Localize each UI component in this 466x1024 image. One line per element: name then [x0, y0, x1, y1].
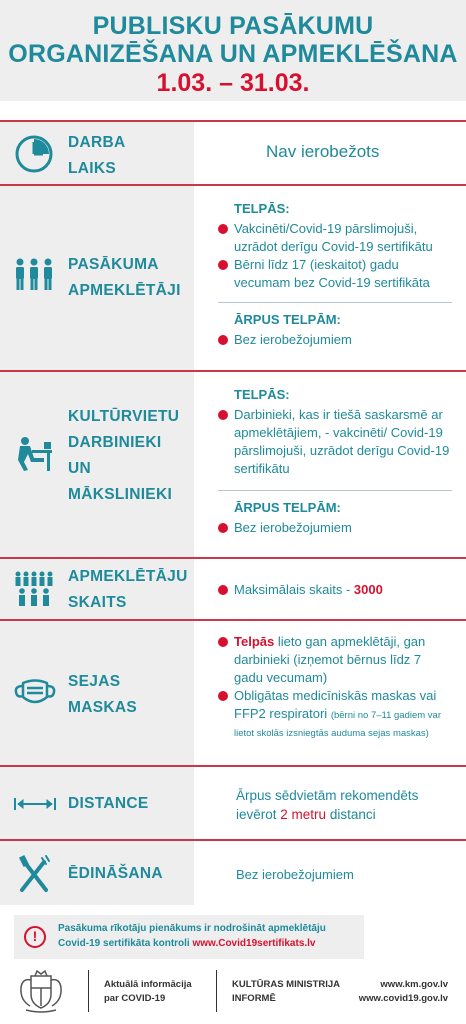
indoor-title: TELPĀS: — [234, 387, 290, 402]
crowd-icon — [14, 571, 54, 612]
list-item: Bērni līdz 17 (ieskaitot) gadu vecumam bez Covid-19 sertifikāta — [218, 256, 452, 292]
distance-arrows-icon — [14, 797, 56, 816]
indoor-title: TELPĀS: — [234, 201, 290, 216]
divider — [218, 302, 452, 303]
row-label: KULTŪRVIETU DARBINIEKI UN MĀKSLINIEKI — [68, 408, 180, 503]
outdoor-title: ĀRPUS TELPĀM: — [234, 312, 341, 327]
page-header — [0, 0, 466, 101]
footer-urls — [359, 978, 448, 1006]
list-item: Telpās lieto gan apmeklētāji, gan darbinieki (izņemot bērnus līdz 7 gadu vecumam) — [218, 633, 452, 687]
footer-url-km[interactable]: www.km.gov.lv — [380, 979, 448, 990]
people-icon — [14, 258, 54, 297]
notice-box — [14, 915, 364, 959]
footer-url-covid[interactable]: www.covid19.gov.lv — [358, 993, 448, 1004]
working-hours-value: Nav ierobežots — [266, 142, 380, 161]
footer-info: Aktuālā informācija par COVID-19 — [104, 979, 192, 1004]
attendees-details — [218, 200, 452, 349]
worker-at-desk-icon — [14, 436, 54, 477]
row-label: SEJAS MASKAS — [68, 673, 137, 716]
notice-text: Pasākuma rīkotāju pienākums ir nodrošināt apmeklētāju Covid-19 sertifikāta kontroli www.Covid19sertifikats.lv — [58, 923, 326, 949]
distance-text: Ārpus sēdvietām rekomendēts ievērot 2 metru distanci — [236, 788, 419, 822]
footer-ministry: KULTŪRAS MINISTRIJA INFORMĒ — [232, 979, 341, 1004]
catering-value: Bez ierobežojumiem — [236, 867, 354, 882]
page-title-line2: ORGANIZĒŠANA UN APMEKLĒŠANA — [8, 40, 458, 68]
row-face-masks — [0, 619, 466, 765]
row-label: ĒDINĀŠANA — [68, 865, 163, 882]
list-item: Darbinieki, kas ir tiešā saskarsmē ar apmeklētājiem, - vakcinēti/ Covid-19 pārslimojuši, uzrādot derīgu Covid-19 sertifikātu — [218, 406, 452, 478]
page-title-line1: PUBLISKU PASĀKUMU — [92, 12, 374, 40]
list-item: Bez ierobežojumiem — [218, 519, 452, 537]
divider — [218, 490, 452, 491]
row-label: DISTANCE — [68, 795, 149, 812]
row-attendees — [0, 184, 466, 370]
list-item: Vakcinēti/Covid-19 pārslimojuši, uzrādot derīgu Covid-19 sertifikātu — [218, 220, 452, 256]
certificate-link[interactable]: www.Covid19sertifikats.lv — [192, 938, 316, 949]
fork-knife-icon — [16, 854, 52, 899]
row-distance — [0, 765, 466, 839]
clock-icon — [14, 134, 54, 179]
face-masks-details — [218, 633, 452, 741]
row-label: DARBA LAIKS — [68, 134, 126, 177]
list-item: Bez ierobežojumiem — [218, 331, 452, 349]
row-working-hours — [0, 120, 466, 184]
row-catering — [0, 839, 466, 905]
footer — [0, 964, 466, 1024]
divider — [216, 970, 217, 1012]
exclamation-icon: ! — [24, 926, 46, 948]
staff-details — [218, 386, 452, 537]
row-staff — [0, 370, 466, 557]
row-visitor-count — [0, 557, 466, 619]
max-count-number: 3000 — [353, 582, 383, 597]
face-mask-icon — [13, 677, 57, 712]
date-range: 1.03. – 31.03. — [156, 69, 310, 97]
row-label: APMEKLĒTĀJU SKAITS — [68, 568, 188, 611]
visitor-count-value: Maksimālais skaits - 3000 — [218, 581, 452, 599]
list-item: Obligātas medicīniskās maskas vai FFP2 respiratori (bērni no 7–11 gadiem var lietot skolās izsniegtās auduma sejas maskas) — [218, 687, 452, 741]
outdoor-title: ĀRPUS TELPĀM: — [234, 500, 341, 515]
latvia-coat-of-arms-icon — [16, 968, 66, 1014]
row-label: PASĀKUMA APMEKLĒTĀJI — [68, 256, 181, 299]
divider — [88, 970, 89, 1012]
